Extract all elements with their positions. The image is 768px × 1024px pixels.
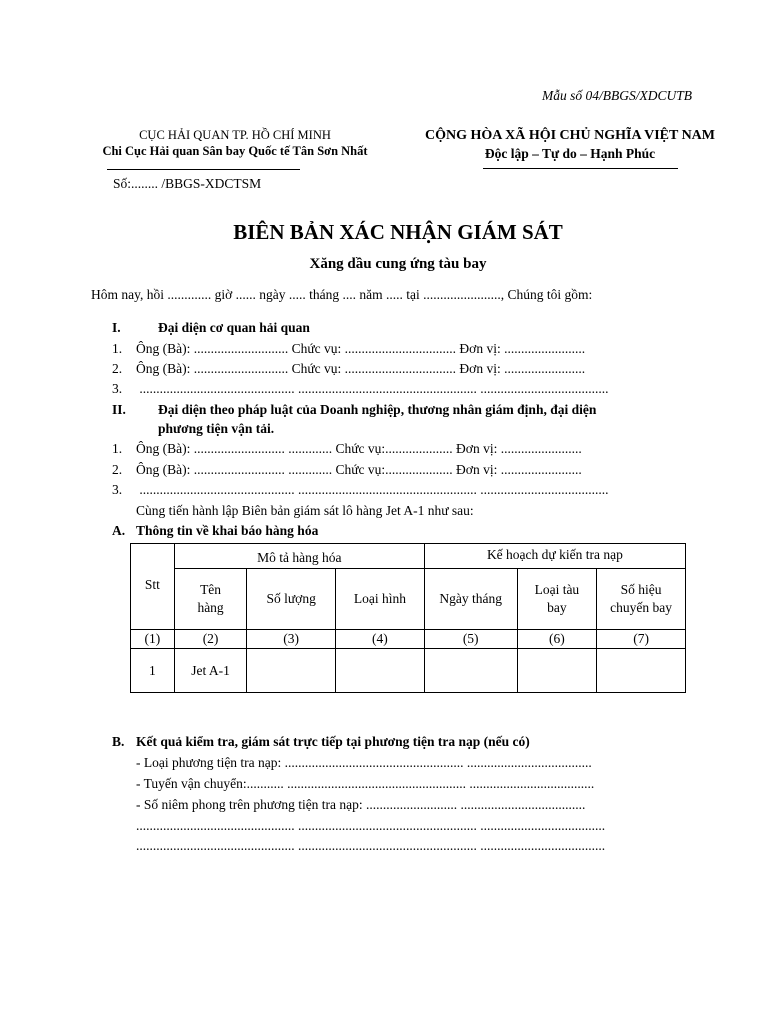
row-number: 1. <box>112 441 123 456</box>
row-text: Ông (Bà): ........................... ............. Chức vụ:.................... Đơn vị: ........................ <box>136 441 582 456</box>
table-cell <box>336 649 425 693</box>
right-header-rule <box>483 168 678 169</box>
document-title: BIÊN BẢN XÁC NHẬN GIÁM SÁT <box>233 220 563 244</box>
refuel-plan-header: Kế hoạch dự kiến tra nạp <box>424 544 685 569</box>
table-cell <box>247 649 336 693</box>
intro-line: Hôm nay, hồi ............. giờ ...... ngày ..... tháng .... năm ..... tại ......................., Chúng tôi gồm: <box>91 287 593 302</box>
agency-name: CỤC HẢI QUAN TP. HỒ CHÍ MINH <box>139 128 331 142</box>
document-subtitle: Xăng dầu cung ứng tàu bay <box>309 256 487 272</box>
row-text: Ông (Bà): ........................... ............. Chức vụ:.................... Đơn vị: ........................ <box>136 462 582 477</box>
column-header: Ngày tháng <box>424 569 517 630</box>
table-cell <box>597 649 686 693</box>
stt-header: Stt <box>131 544 175 630</box>
section-b-title: Kết quả kiểm tra, giám sát trực tiếp tại phương tiện tra nạp (nếu có) <box>136 734 530 749</box>
column-header: Loại hình <box>336 569 425 630</box>
table-cell: 1 <box>131 649 175 693</box>
column-number: (7) <box>597 630 686 649</box>
row-text: Ông (Bà): ............................ Chức vụ: ................................. Đơn vị: ........................ <box>136 341 586 356</box>
section-1-number: I. <box>112 320 121 335</box>
section-b-row: - Loại phương tiện tra nạp: ..................................................... ..................................... <box>136 755 592 770</box>
section-a-number: A. <box>112 523 126 538</box>
column-number-row <box>131 630 686 649</box>
table-row <box>131 649 686 693</box>
section-1-row <box>112 341 585 357</box>
section-b-row: - Số niêm phong trên phương tiện tra nạp: ........................... ..................................... <box>136 797 586 812</box>
row-number: 3. <box>112 482 123 497</box>
column-number: (6) <box>517 630 597 649</box>
section-1-row <box>112 381 609 397</box>
section-1-title: Đại diện cơ quan hải quan <box>158 320 310 335</box>
section-2-heading <box>112 402 596 418</box>
section-b-number: B. <box>112 734 125 749</box>
section-1-heading <box>112 320 310 336</box>
row-number: 2. <box>112 361 123 376</box>
section-b-row: ............................................... ..................................................... ..................................... <box>136 818 606 833</box>
section-2-row <box>112 441 582 457</box>
section-b-row: ............................................... ..................................................... ..................................... <box>136 838 606 853</box>
left-header-rule <box>107 169 300 170</box>
table-cell <box>424 649 517 693</box>
section-2-title-line2: phương tiện vận tải. <box>158 421 275 436</box>
column-number: (4) <box>336 630 425 649</box>
table-cell: Jet A-1 <box>174 649 246 693</box>
sub-agency-name: Chi Cục Hải quan Sân bay Quốc tế Tân Sơn Nhất <box>102 144 368 158</box>
column-header: Tên hàng <box>174 569 246 630</box>
form-code: Mẫu số 04/BBGS/XDCUTB <box>542 88 692 103</box>
goods-description-header: Mô tả hàng hóa <box>174 544 424 569</box>
section-a-title: Thông tin về khai báo hàng hóa <box>136 523 319 538</box>
goods-declaration-table <box>130 543 686 693</box>
row-number: 2. <box>112 462 123 477</box>
column-number: (2) <box>174 630 246 649</box>
section-1-row <box>112 361 585 377</box>
section-a-heading <box>112 523 318 539</box>
section-2-title-line1: Đại diện theo pháp luật của Doanh nghiệp, thương nhân giám định, đại diện <box>158 402 597 417</box>
section-2-row <box>112 462 582 478</box>
nation-name: CỘNG HÒA XÃ HỘI CHỦ NGHĨA VIỆT NAM <box>424 128 715 143</box>
column-header: Số hiệu chuyến bay <box>597 569 686 630</box>
column-number: (5) <box>424 630 517 649</box>
column-number: (1) <box>131 630 175 649</box>
section-2-number: II. <box>112 402 126 417</box>
row-number: 1. <box>112 341 123 356</box>
row-text: Ông (Bà): ............................ Chức vụ: ................................. Đơn vị: ........................ <box>136 361 586 376</box>
row-text: .............................................. ..................................................... ...................................... <box>136 482 609 497</box>
document-ref-number: Số:........ /BBGS-XDCTSM <box>113 176 262 191</box>
section-b-row: - Tuyến vận chuyển:........... ..................................................... ..................................... <box>136 776 595 791</box>
column-header: Số lượng <box>247 569 336 630</box>
section-2-row <box>112 482 609 498</box>
section-b-heading <box>112 734 530 750</box>
together-text: Cùng tiến hành lập Biên bản giám sát lô hàng Jet A-1 như sau: <box>136 503 474 518</box>
table-header-row-1 <box>131 544 686 569</box>
national-motto: Độc lập – Tự do – Hạnh Phúc <box>484 146 656 161</box>
column-number: (3) <box>247 630 336 649</box>
table-cell <box>517 649 597 693</box>
table-header-row-2 <box>131 569 686 630</box>
row-number: 3. <box>112 381 123 396</box>
column-header: Loại tàu bay <box>517 569 597 630</box>
row-text: .............................................. ..................................................... ...................................... <box>136 381 609 396</box>
